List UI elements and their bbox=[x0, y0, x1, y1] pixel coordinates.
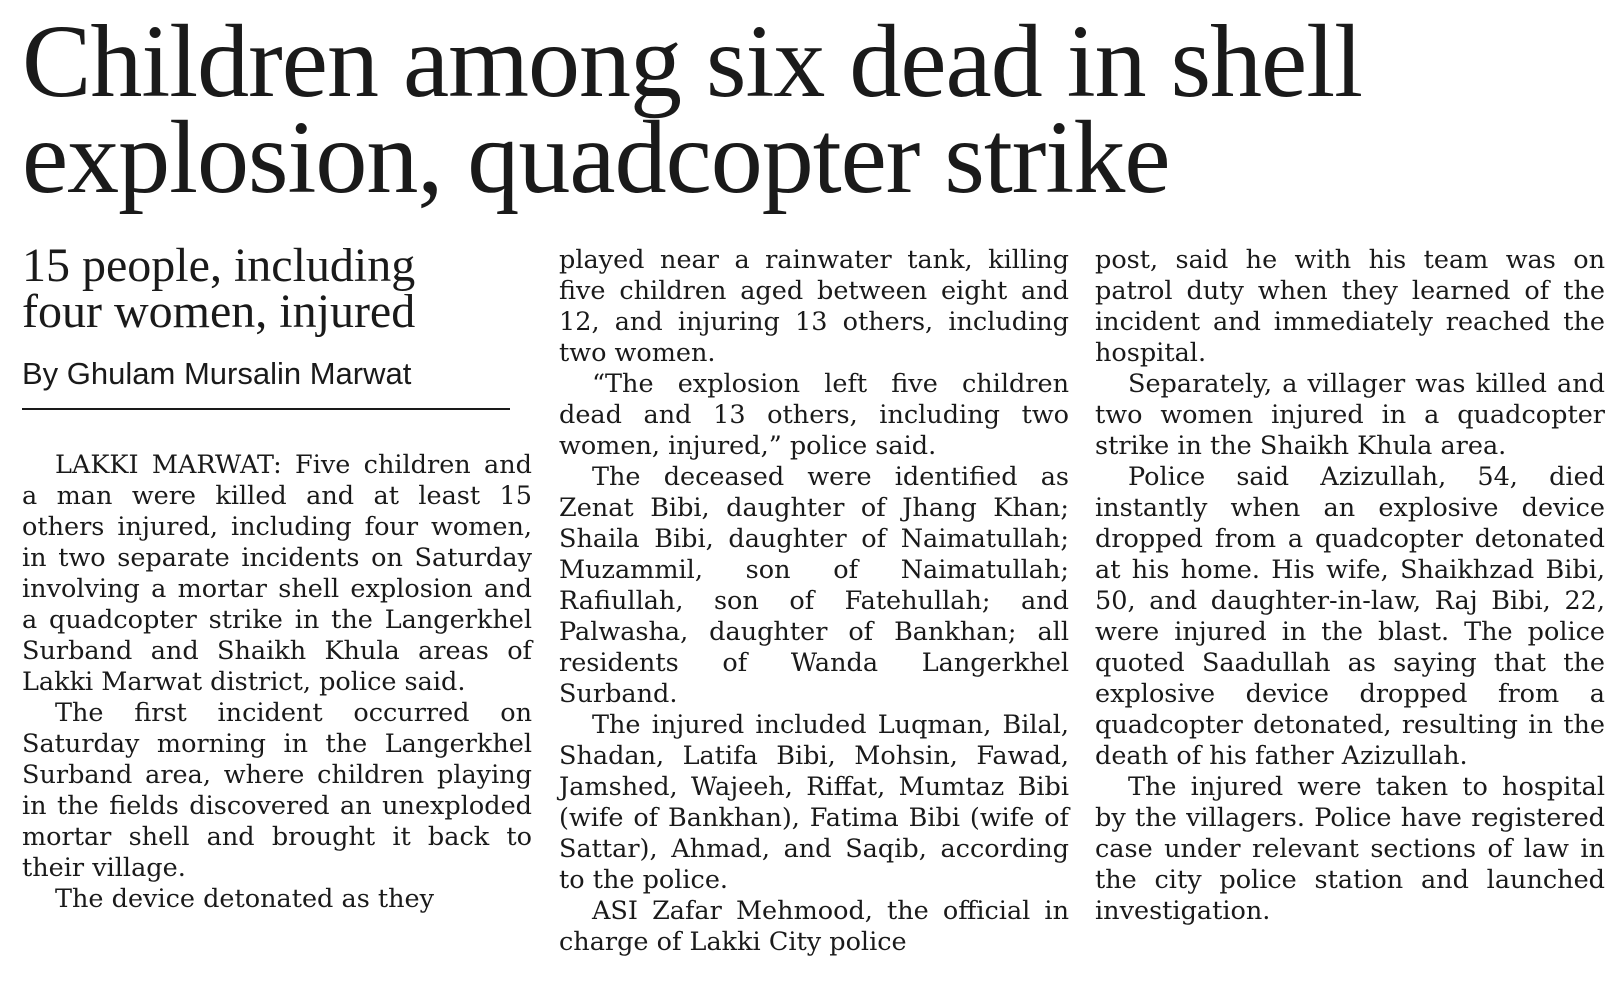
article-column-1 bbox=[22, 450, 532, 915]
column-1-paragraph-1: LAKKI MARWAT: Five children and a man were killed and at least 15 others injured, including four women, in two separate incidents on Saturday involving a mortar shell explosion and a quadcopter strike in the Langerkhel Surband and Shaikh Khula areas of Lakki Marwat district, police said. bbox=[22, 450, 532, 697]
column-2-paragraph-2: “The explosion left five children dead and 13 others, including two women, injured,” police said. bbox=[559, 369, 1069, 461]
article-column-3 bbox=[1095, 245, 1605, 927]
headline bbox=[22, 4, 1602, 215]
subheadline bbox=[22, 239, 522, 338]
byline: By Ghulam Mursalin Marwat bbox=[22, 356, 412, 391]
article-column-2 bbox=[559, 245, 1069, 958]
column-3-paragraph-2: Separately, a villager was killed and two women injured in a quadcopter strike in the Shaikh Khula area. bbox=[1095, 369, 1605, 461]
headline-line-1: Children among six dead in shell bbox=[22, 4, 1363, 119]
subheadline-line-1: 15 people, including bbox=[22, 239, 416, 292]
column-2-paragraph-4: The injured included Luqman, Bilal, Shadan, Latifa Bibi, Mohsin, Fawad, Jamshed, Wajeeh, Riffat, Mumtaz Bibi (wife of Bankhan), Fatima Bibi (wife of Sattar), Ahmad, and Saqib, according to the police. bbox=[559, 710, 1069, 895]
column-3-paragraph-4: The injured were taken to hospital by the villagers. Police have registered case under relevant sections of law in the city police station and launched investigation. bbox=[1095, 772, 1605, 926]
column-2-paragraph-3: The deceased were identified as Zenat Bibi, daughter of Jhang Khan; Shaila Bibi, daughter of Naimatullah; Muzammil, son of Naimatullah; Rafiullah, son of Fatehullah; and Palwasha, daughter of Bankhan; all residents of Wanda Langerkhel Surband. bbox=[559, 462, 1069, 709]
column-2-paragraph-5: ASI Zafar Mehmood, the official in charge of Lakki City police bbox=[559, 896, 1069, 957]
column-1-paragraph-2: The first incident occurred on Saturday morning in the Langerkhel Surband area, where children playing in the fields discovered an unexploded mortar shell and brought it back to their village. bbox=[22, 698, 532, 883]
subheadline-line-2: four women, injured bbox=[22, 285, 416, 338]
column-3-paragraph-3: Police said Azizullah, 54, died instantly when an explosive device dropped from a quadcopter detonated at his home. His wife, Shaikhzad Bibi, 50, and daughter-in-law, Raj Bibi, 22, were injured in the blast. The police quoted Saadullah as saying that the explosive device dropped from a quadcopter detonated, resulting in the death of his father Azizullah. bbox=[1095, 462, 1605, 771]
headline-line-2: explosion, quadcopter strike bbox=[22, 100, 1170, 215]
column-2-paragraph-1: played near a rainwater tank, killing five children aged between eight and 12, and injuring 13 others, including two women. bbox=[559, 245, 1069, 368]
column-1-paragraph-3: The device detonated as they bbox=[55, 884, 435, 914]
byline-divider bbox=[22, 408, 510, 410]
column-3-paragraph-1: post, said he with his team was on patrol duty when they learned of the incident and immediately reached the hospital. bbox=[1095, 245, 1605, 368]
